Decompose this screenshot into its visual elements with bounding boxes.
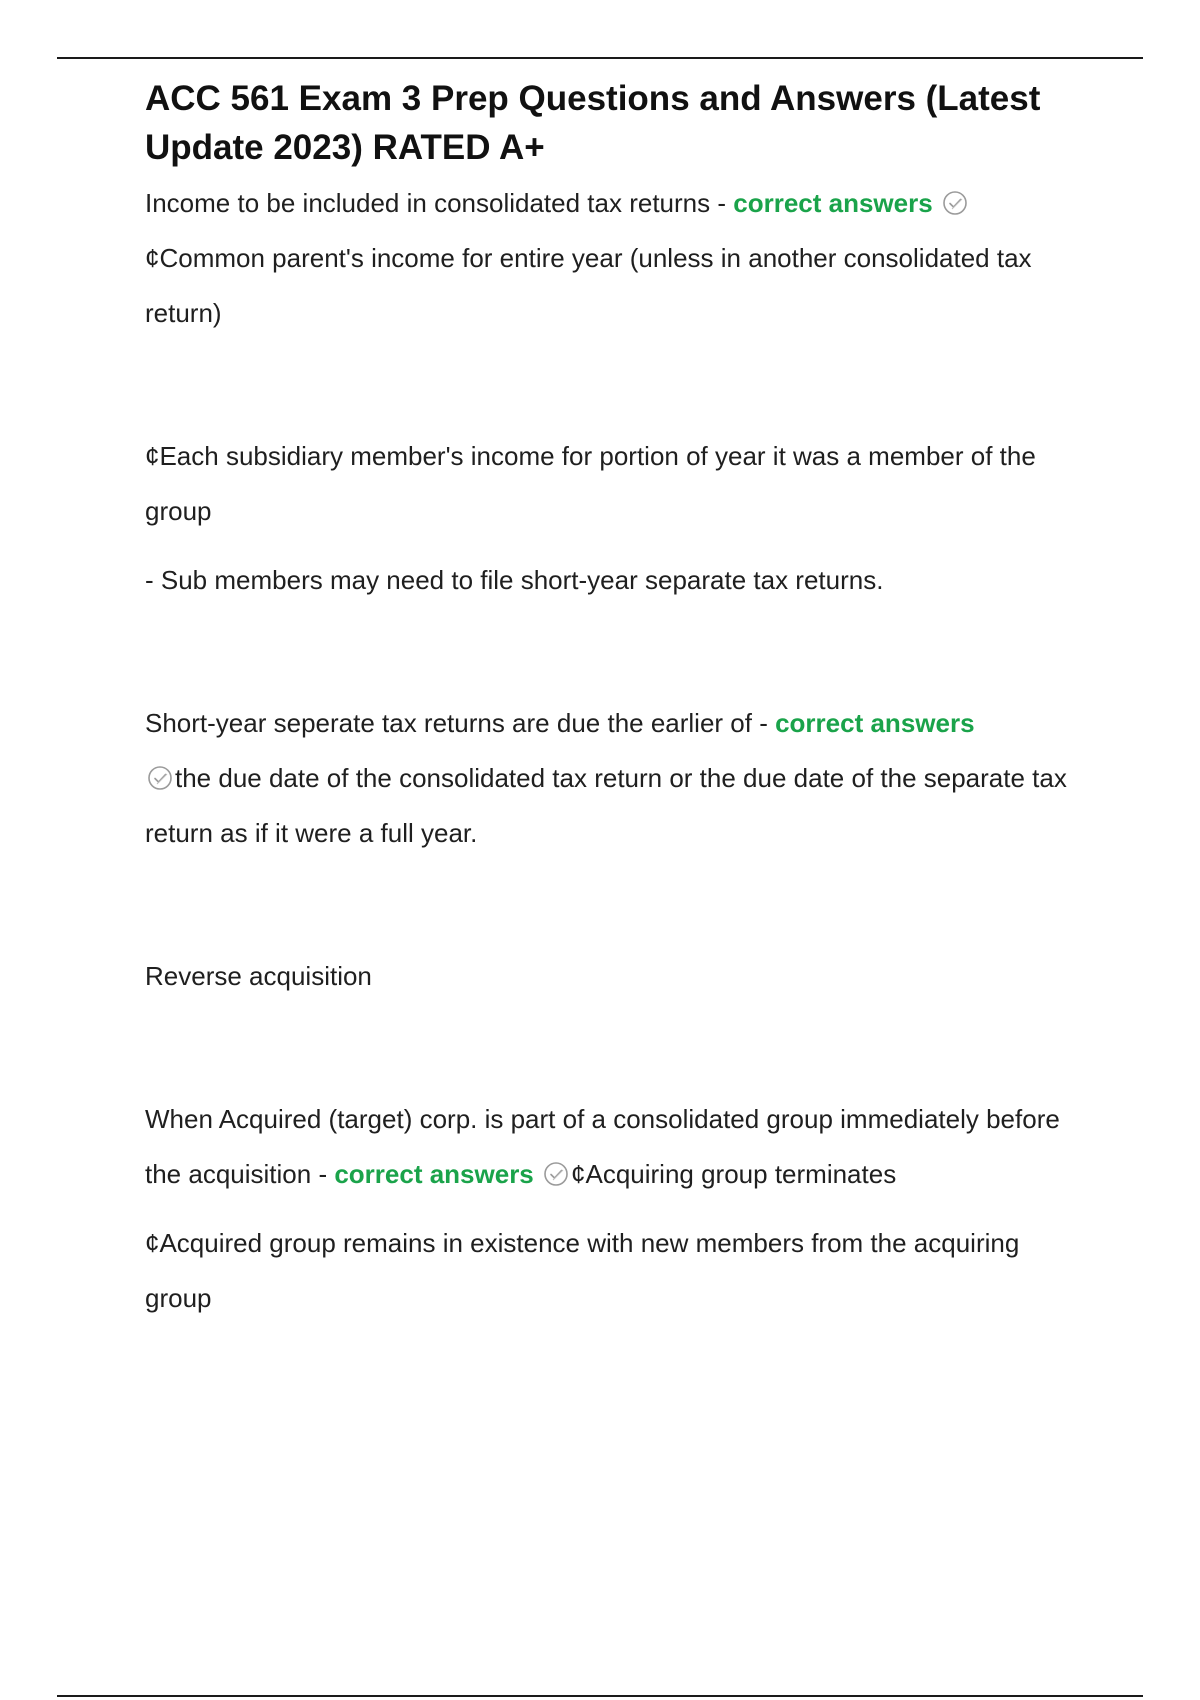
question-text: Income to be included in consolidated tax returns - [145,188,734,218]
answer-text: ¢Common parent's income for entire year (unless in another consolidated tax return) [145,243,1032,328]
check-circle-icon [147,765,173,791]
question-text: Short-year seperate tax returns are due the earlier of - [145,708,776,738]
check-circle-icon [942,190,968,216]
qa-item [145,696,1085,861]
document-title: ACC 561 Exam 3 Prep Questions and Answers (Latest Update 2023) RATED A+ [145,79,1041,167]
bottom-rule [57,1695,1143,1697]
answer-text: ¢Acquiring group terminates [571,1159,897,1189]
answer-text: the due date of the consolidated tax return or the due date of the separate tax return as if it were a full year. [145,763,1067,848]
answer-text: ¢Each subsidiary member's income for portion of year it was a member of the group [145,441,1036,526]
top-rule [57,57,1143,59]
answer-label: correct answers [334,1159,534,1189]
answer-label: correct answers [775,708,975,738]
check-circle-icon [543,1161,569,1187]
document-page [145,74,1085,1326]
answer-text: ¢Acquired group remains in existence with new members from the acquiring group [145,1228,1020,1313]
qa-item [145,176,1085,231]
section-heading: Reverse acquisition [145,961,372,991]
answer-text: - Sub members may need to file short-year separate tax returns. [145,565,884,595]
qa-item [145,1092,1085,1202]
answer-label: correct answers [733,188,933,218]
question-text: When Acquired (target) corp. is part of a consolidated group immediately before the acquisition - [145,1104,1060,1189]
